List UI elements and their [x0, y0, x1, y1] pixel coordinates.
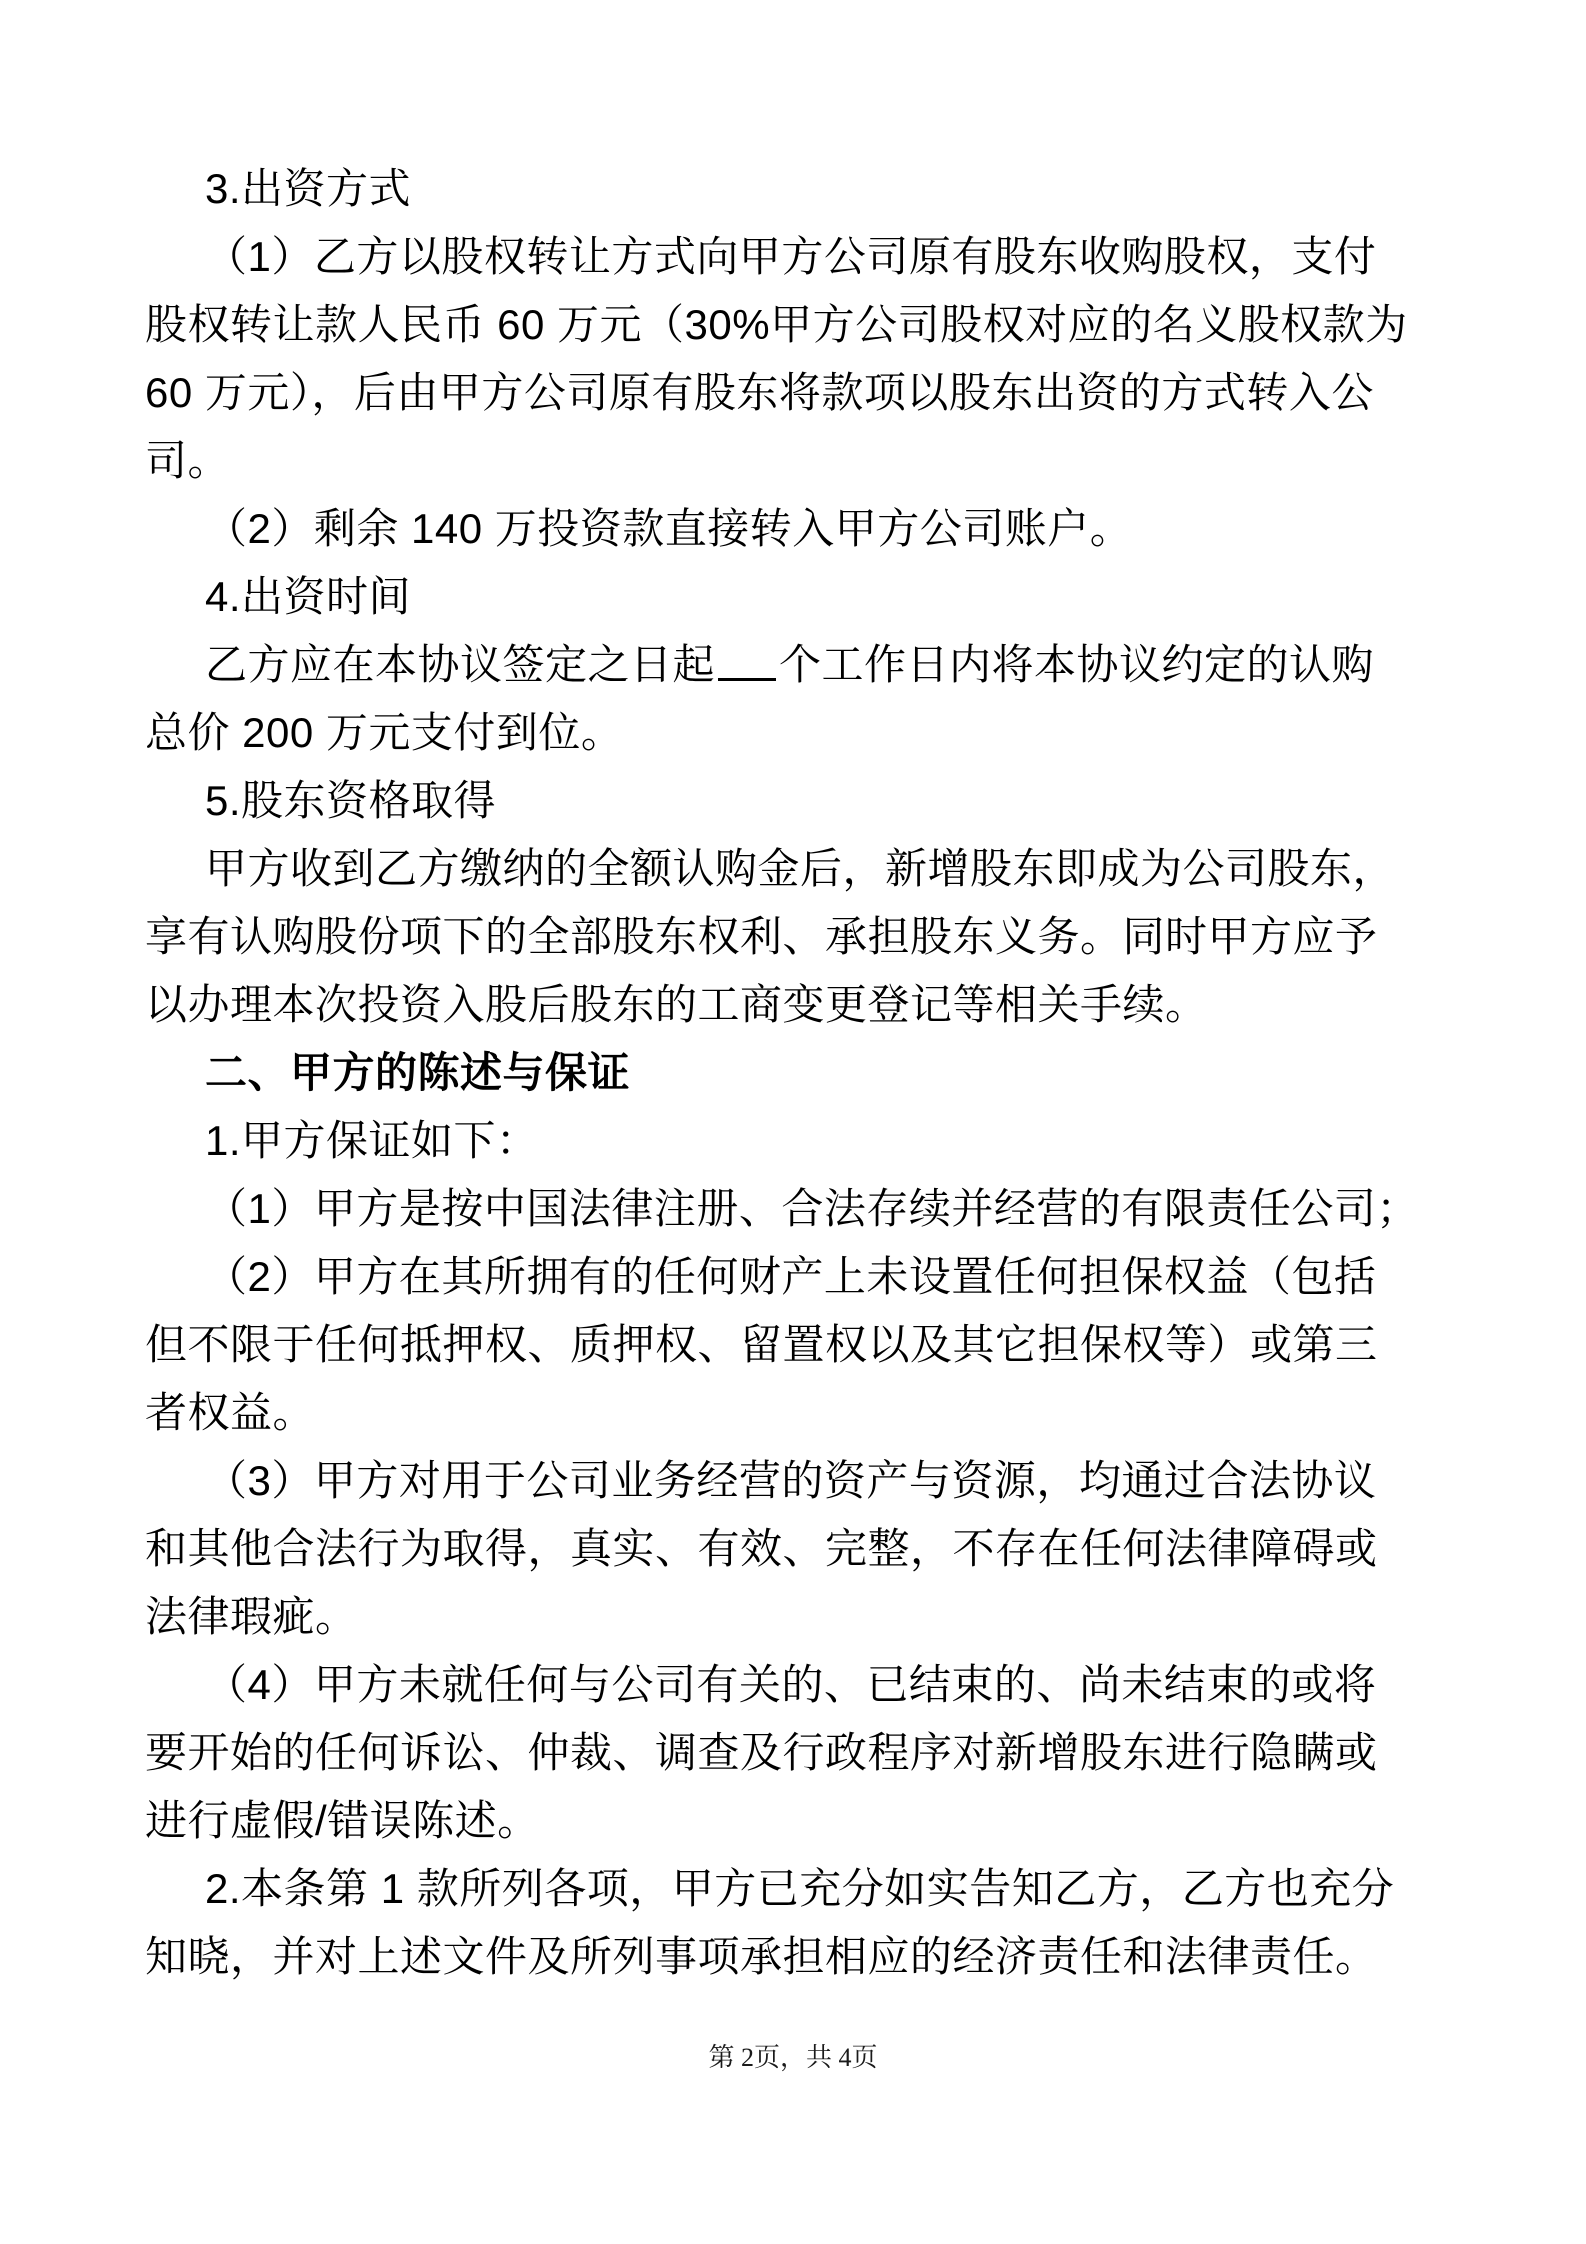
- text-line: 司。: [145, 437, 231, 484]
- text-line: 1.甲方保证如下：: [205, 1117, 539, 1164]
- text-line: 总价 200 万元支付到位。: [145, 709, 624, 756]
- text-line: 享有认购股份项下的全部股东权利、承担股东义务。同时甲方应予: [145, 913, 1378, 960]
- text-line: （1）乙方以股权转让方式向甲方公司原有股东收购股权，支付: [205, 233, 1377, 280]
- text-line: 4.出资时间: [205, 573, 412, 620]
- text-line: 但不限于任何抵押权、质押权、留置权以及其它担保权等）或第三: [145, 1321, 1378, 1368]
- text-line: （2）剩余 140 万投资款直接转入甲方公司账户。: [205, 505, 1133, 552]
- text-segment: 乙方应在本协议签定之日起: [205, 641, 716, 688]
- text-line: （3）甲方对用于公司业务经营的资产与资源，均通过合法协议: [205, 1457, 1377, 1504]
- text-line: 知晓，并对上述文件及所列事项承担相应的经济责任和法律责任。: [145, 1933, 1378, 1980]
- text-line: 要开始的任何诉讼、仲裁、调查及行政程序对新增股东进行隐瞒或: [145, 1729, 1378, 1776]
- text-line: 甲方收到乙方缴纳的全额认购金后，新增股东即成为公司股东，: [205, 845, 1396, 892]
- document-body: [145, 155, 1419, 1991]
- text-line: 股权转让款人民币 60 万元（30%甲方公司股权对应的名义股权款为: [145, 301, 1408, 348]
- text-line: 3.出资方式: [205, 165, 412, 212]
- text-line: 进行虚假/错误陈述。: [145, 1797, 540, 1844]
- text-line: （4）甲方未就任何与公司有关的、已结束的、尚未结束的或将: [205, 1661, 1377, 1708]
- text-line: 和其他合法行为取得，真实、有效、完整，不存在任何法律障碍或: [145, 1525, 1378, 1572]
- text-line: 60 万元），后由甲方公司原有股东将款项以股东出资的方式转入公: [145, 369, 1374, 416]
- text-line: 2.本条第 1 款所列各项，甲方已充分如实告知乙方，乙方也充分: [205, 1865, 1395, 1912]
- fill-in-blank-underline: [718, 672, 776, 681]
- page-number-label: 第 2页，共 4页: [708, 2043, 878, 2072]
- text-segment: 个工作日内将本协议约定的认购: [779, 641, 1375, 688]
- text-line: （2）甲方在其所拥有的任何财产上未设置任何担保权益（包括: [205, 1253, 1377, 1300]
- page-footer: [0, 2038, 1586, 2078]
- text-line: 以办理本次投资入股后股东的工商变更登记等相关手续。: [145, 981, 1208, 1028]
- text-line: 者权益。: [145, 1389, 316, 1436]
- text-line: [145, 631, 1385, 699]
- section-heading: 二、甲方的陈述与保证: [205, 1049, 631, 1096]
- text-line: 5.股东资格取得: [205, 777, 497, 824]
- text-line: （1）甲方是按中国法律注册、合法存续并经营的有限责任公司；: [205, 1185, 1419, 1232]
- text-line: 法律瑕疵。: [145, 1593, 358, 1640]
